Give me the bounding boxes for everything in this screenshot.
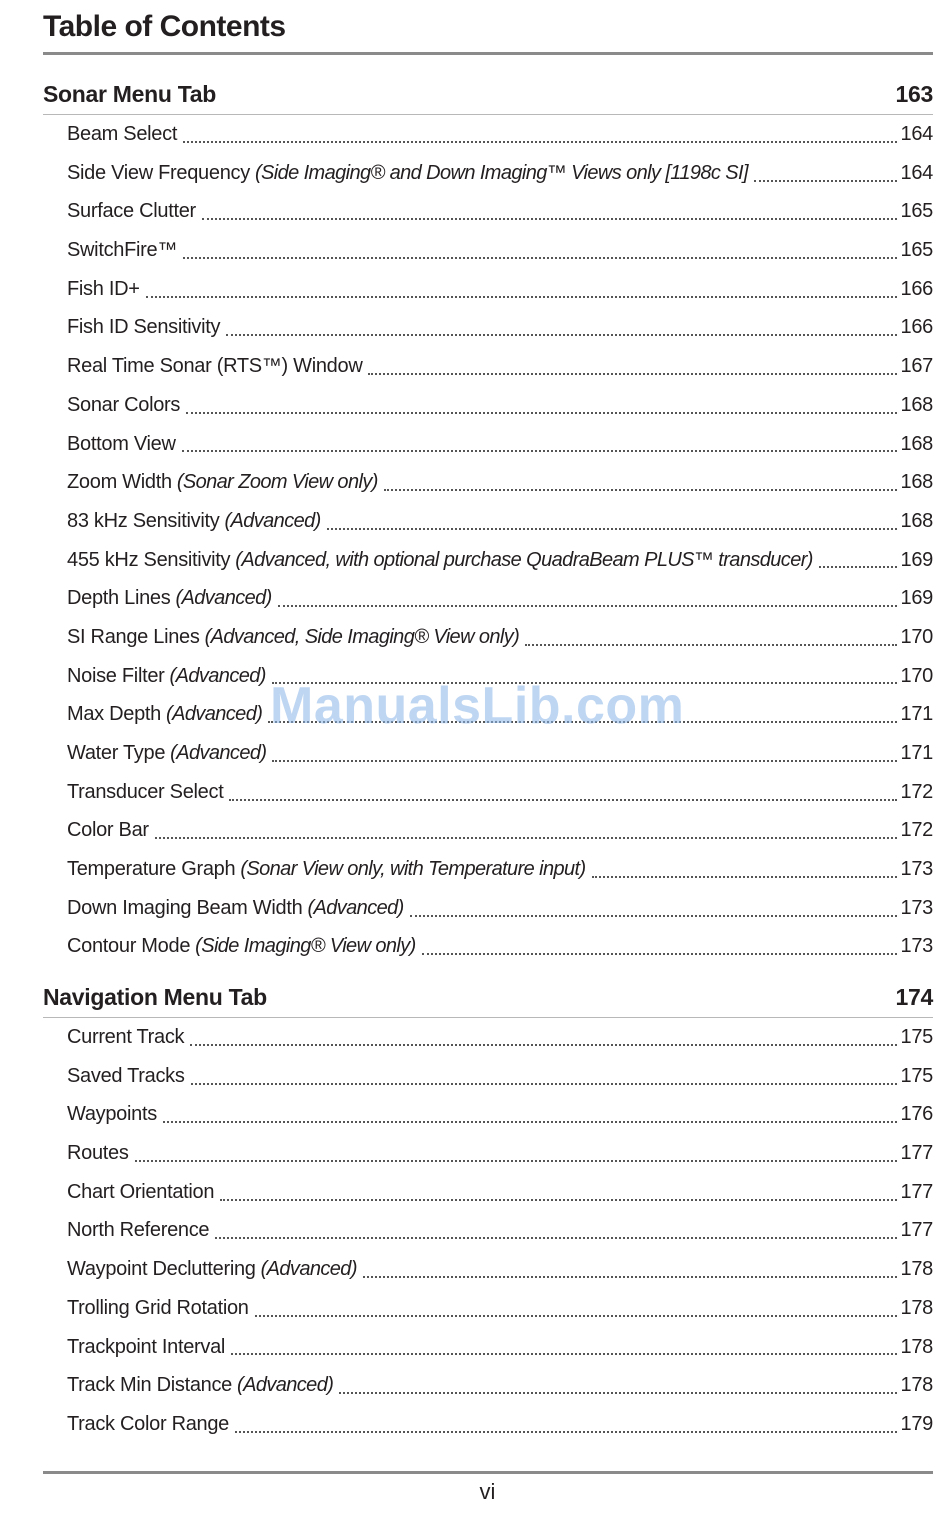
toc-entry[interactable]	[43, 115, 933, 154]
toc-entry-label: Beam Select	[67, 123, 178, 145]
toc-entry-label: Bottom View	[67, 432, 176, 455]
toc-entry-label: Track Min Distance	[67, 1374, 233, 1397]
toc-entry-label: Waypoints	[67, 1103, 157, 1126]
dot-leader	[235, 1430, 897, 1433]
toc-entry-label: Surface Clutter	[67, 200, 196, 223]
toc-entry-page-number: 178	[900, 1296, 933, 1319]
dot-leader	[272, 759, 896, 762]
toc-entry[interactable]	[43, 927, 933, 966]
toc-entry[interactable]	[43, 773, 933, 812]
toc-entry-page-number: 166	[900, 316, 933, 339]
dot-leader	[819, 565, 897, 568]
toc-entry-page-number: 168	[900, 509, 933, 532]
toc-entry-page-number: 168	[900, 471, 933, 494]
dot-leader	[231, 1352, 896, 1355]
toc-entry[interactable]	[43, 502, 933, 541]
toc-entry-label: Transducer Select	[67, 780, 224, 803]
toc-entry-page-number: 175	[900, 1064, 933, 1087]
toc-entry[interactable]	[43, 386, 933, 425]
toc-entry[interactable]	[43, 811, 933, 850]
toc-entry-label: Saved Tracks	[67, 1064, 185, 1087]
toc-entry-page-number: 169	[900, 548, 933, 571]
toc-entry[interactable]	[43, 618, 933, 657]
toc-entry-label: Water Type	[67, 742, 166, 764]
toc-entry-note: (Advanced)	[224, 509, 321, 532]
dot-leader	[182, 449, 897, 452]
toc-entry-label: North Reference	[67, 1219, 210, 1242]
toc-entry-label: Sonar Colors	[67, 393, 181, 416]
toc-entry[interactable]	[43, 1405, 933, 1444]
toc-entry-label: Current Track	[67, 1026, 185, 1048]
toc-entry-label: 83 kHz Sensitivity	[67, 509, 220, 532]
toc-entry-page-number: 177	[900, 1219, 933, 1242]
toc-entry[interactable]	[43, 1173, 933, 1212]
toc-entry-label: SI Range Lines	[67, 625, 200, 648]
toc-entry[interactable]	[43, 154, 933, 193]
toc-entry-note: (Side Imaging® View only)	[195, 935, 416, 958]
toc-entry[interactable]	[43, 347, 933, 386]
toc-entry-label: Chart Orientation	[67, 1180, 215, 1203]
section-title: Sonar Menu Tab	[43, 81, 216, 107]
watermark-logo: ManualsLib.com	[270, 677, 685, 735]
toc-entry[interactable]	[43, 308, 933, 347]
dot-leader	[754, 179, 897, 182]
toc-entry-page-number: 168	[900, 432, 933, 455]
toc-entry-list	[43, 115, 933, 966]
toc-entry-note: (Advanced)	[237, 1374, 334, 1397]
toc-entry-label: Max Depth	[67, 703, 162, 726]
toc-section-navigation-menu-tab	[43, 981, 933, 1444]
dot-leader	[220, 1198, 896, 1201]
title-divider	[43, 52, 933, 55]
dot-leader	[186, 411, 896, 414]
toc-entry-page-number: 170	[900, 625, 933, 648]
toc-entry-label: Noise Filter	[67, 664, 165, 687]
toc-entry-note: (Advanced)	[166, 703, 263, 726]
page-number: vi	[479, 1479, 496, 1504]
toc-entry-label: Real Time Sonar (RTS™) Window	[67, 355, 363, 378]
toc-entry-note: (Sonar Zoom View only)	[176, 471, 378, 494]
toc-entry-page-number: 178	[900, 1335, 933, 1358]
dot-leader	[183, 256, 896, 259]
dot-leader	[410, 914, 897, 917]
dot-leader	[226, 333, 896, 336]
dot-leader	[272, 681, 897, 684]
toc-entry-page-number: 172	[900, 780, 933, 803]
dot-leader	[592, 875, 897, 878]
toc-entry-note: (Advanced, with optional purchase QuadraBeam PLUS™ transducer)	[235, 548, 813, 571]
toc-entry-list	[43, 1018, 933, 1444]
toc-entry-page-number: 169	[900, 587, 933, 610]
toc-entry-page-number: 173	[900, 858, 933, 881]
toc-entry-label: Zoom Width	[67, 471, 172, 494]
dot-leader	[135, 1159, 897, 1162]
toc-entry[interactable]	[43, 425, 933, 464]
toc-entry[interactable]	[43, 1018, 933, 1057]
toc-entry-label: Fish ID+	[67, 277, 140, 300]
toc-entry[interactable]	[43, 1211, 933, 1250]
toc-entry[interactable]	[43, 231, 933, 270]
dot-leader	[229, 798, 896, 801]
toc-entry-page-number: 166	[900, 277, 933, 300]
toc-entry-page-number: 170	[900, 664, 933, 687]
toc-entry[interactable]	[43, 192, 933, 231]
toc-entry-page-number: 164	[900, 161, 933, 184]
toc-entry-page-number: 177	[900, 1142, 933, 1165]
toc-entry[interactable]	[43, 270, 933, 309]
toc-entry-label: Side View Frequency	[67, 161, 250, 184]
dot-leader	[255, 1314, 897, 1317]
toc-entry[interactable]	[43, 541, 933, 580]
footer-divider	[43, 1471, 933, 1474]
toc-entry-page-number: 179	[900, 1412, 933, 1435]
dot-leader	[363, 1275, 897, 1278]
toc-entry[interactable]	[43, 1289, 933, 1328]
dot-leader	[278, 604, 897, 607]
toc-entry[interactable]	[43, 1366, 933, 1405]
toc-entry-page-number: 173	[900, 896, 933, 919]
page-title: Table of Contents	[43, 10, 286, 43]
toc-entry-page-number: 164	[900, 123, 933, 145]
toc-entry-note: (Side Imaging® and Down Imaging™ Views only [1198c SI]	[254, 161, 748, 184]
toc-entry[interactable]	[43, 657, 933, 696]
toc-entry-label: Temperature Graph	[67, 858, 236, 881]
toc-entry[interactable]	[43, 695, 933, 734]
dot-leader	[422, 952, 897, 955]
toc-entry-label: Track Color Range	[67, 1412, 229, 1435]
dot-leader	[202, 217, 897, 220]
toc-entry-label: Trackpoint Interval	[67, 1335, 226, 1358]
dot-leader	[384, 488, 897, 491]
toc-entry-page-number: 175	[900, 1026, 933, 1048]
toc-entry-page-number: 172	[900, 819, 933, 842]
toc-entry-label: 455 kHz Sensitivity	[67, 548, 231, 571]
toc-entry-label: Color Bar	[67, 819, 149, 842]
toc-entry-label: Trolling Grid Rotation	[67, 1296, 249, 1319]
toc-entry[interactable]	[43, 889, 933, 928]
section-heading[interactable]	[43, 981, 933, 1018]
toc-entry-page-number: 167	[900, 355, 933, 378]
toc-entry-page-number: 171	[900, 742, 933, 764]
toc-entry-note: (Advanced, Side Imaging® View only)	[204, 625, 520, 648]
toc-entry-note: (Advanced)	[170, 742, 267, 764]
dot-leader	[368, 372, 896, 375]
dot-leader	[155, 836, 897, 839]
toc-entry-page-number: 165	[900, 239, 933, 262]
toc-entry[interactable]	[43, 1250, 933, 1289]
dot-leader	[191, 1082, 897, 1085]
toc-entry-label: Down Imaging Beam Width	[67, 896, 303, 919]
dot-leader	[146, 295, 897, 298]
toc-entry-page-number: 168	[900, 393, 933, 416]
toc-entry[interactable]	[43, 734, 933, 773]
toc-entry-page-number: 176	[900, 1103, 933, 1126]
dot-leader	[183, 140, 896, 143]
toc-entry-label: Depth Lines	[67, 587, 171, 610]
toc-entry-label: Contour Mode	[67, 935, 191, 958]
toc-entry-note: (Advanced)	[175, 587, 272, 610]
toc-entry-note: (Advanced)	[260, 1258, 357, 1281]
toc-entry-page-number: 178	[900, 1258, 933, 1281]
toc-entry-page-number: 173	[900, 935, 933, 958]
toc-entry-page-number: 171	[900, 703, 933, 726]
toc-entry[interactable]	[43, 579, 933, 618]
toc-entry[interactable]	[43, 463, 933, 502]
toc-entry-page-number: 177	[900, 1180, 933, 1203]
section-title: Navigation Menu Tab	[43, 984, 267, 1010]
toc-section-sonar-menu-tab	[43, 78, 933, 966]
toc-entry[interactable]	[43, 1057, 933, 1096]
toc-entry[interactable]	[43, 1328, 933, 1367]
section-page-number: 163	[895, 81, 933, 107]
toc-entry-page-number: 165	[900, 200, 933, 223]
toc-entry-note: (Advanced)	[169, 664, 266, 687]
toc-entry-label: SwitchFire™	[67, 239, 178, 262]
toc-entry[interactable]	[43, 1134, 933, 1173]
section-heading[interactable]	[43, 78, 933, 115]
section-page-number: 174	[895, 984, 933, 1010]
dot-leader	[163, 1120, 897, 1123]
toc-entry-label: Routes	[67, 1142, 129, 1165]
dot-leader	[190, 1043, 896, 1046]
dot-leader	[268, 720, 896, 723]
dot-leader	[339, 1391, 896, 1394]
toc-entry-note: (Sonar View only, with Temperature input)	[240, 858, 586, 881]
toc-entry-label: Fish ID Sensitivity	[67, 316, 221, 339]
toc-entry[interactable]	[43, 1095, 933, 1134]
dot-leader	[215, 1236, 896, 1239]
dot-leader	[327, 527, 897, 530]
toc-entry-note: (Advanced)	[307, 896, 404, 919]
toc-entry[interactable]	[43, 850, 933, 889]
dot-leader	[525, 643, 896, 646]
toc-entry-label: Waypoint Decluttering	[67, 1258, 256, 1281]
toc-entry-page-number: 178	[900, 1374, 933, 1397]
